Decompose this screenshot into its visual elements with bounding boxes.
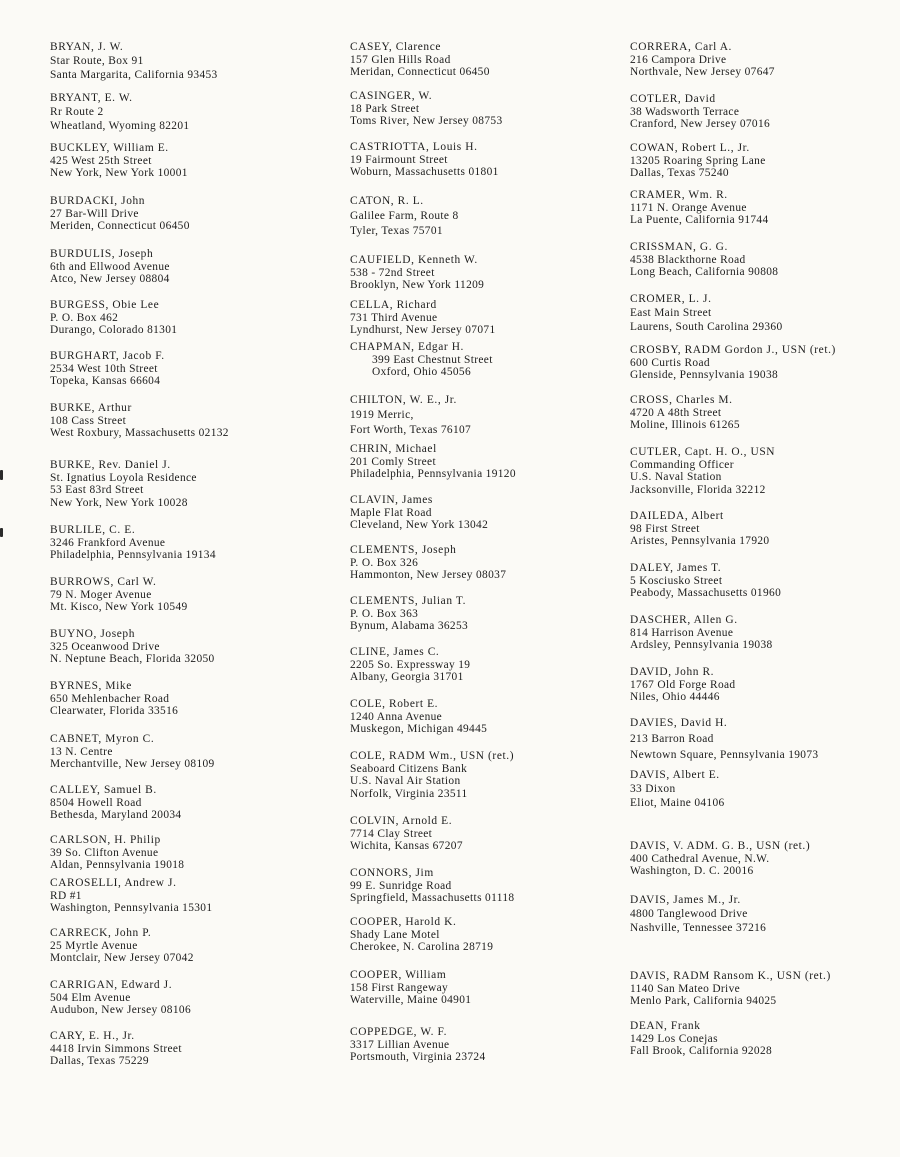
entry-address-line: Fort Worth, Texas 76107	[350, 424, 472, 436]
entry-name: CROSS, Charles M.	[630, 394, 733, 406]
entry-address-line: 400 Cathedral Avenue, N.W.	[630, 852, 770, 865]
entry-address-line: Dallas, Texas 75229	[50, 1055, 149, 1068]
entry-name: CELLA, Richard	[350, 299, 437, 311]
entry-name: BURLILE, C. E.	[50, 524, 136, 536]
entry-address-line: N. Neptune Beach, Florida 32050	[50, 653, 215, 666]
page-edge-mark	[0, 528, 3, 537]
entry-address-line: 1429 Los Conejas	[630, 1032, 718, 1045]
directory-entry	[350, 443, 640, 481]
directory-entry	[350, 393, 640, 438]
entry-address-line: Brooklyn, New York 11209	[350, 279, 485, 292]
entry-name: CROSBY, RADM Gordon J., USN (ret.)	[630, 344, 836, 356]
entry-name: COLE, RADM Wm., USN (ret.)	[350, 750, 515, 762]
entry-name: DAVIS, James M., Jr.	[630, 894, 741, 906]
entry-address-line: Washington, D. C. 20016	[630, 865, 754, 878]
entry-address-line: West Roxbury, Massachusetts 02132	[50, 427, 229, 440]
entry-address-line: Dallas, Texas 75240	[630, 167, 729, 180]
directory-entry	[630, 189, 900, 227]
directory-entry	[630, 394, 900, 432]
entry-name: CARRIGAN, Edward J.	[50, 979, 173, 991]
entry-address-line: 1171 N. Orange Avenue	[630, 201, 747, 214]
directory-entry	[630, 562, 900, 600]
directory-entry	[350, 41, 640, 79]
entry-name: CROMER, L. J.	[630, 293, 712, 305]
directory-entry	[350, 90, 640, 128]
entry-name: BRYAN, J. W.	[50, 41, 124, 53]
entry-address-line: Bethesda, Maryland 20034	[50, 809, 182, 822]
entry-name: COOPER, Harold K.	[350, 916, 457, 928]
entry-address-line: Wheatland, Wyoming 82201	[50, 120, 190, 132]
entry-address-line: Fall Brook, California 92028	[630, 1045, 773, 1058]
entry-name: DALEY, James T.	[630, 562, 722, 574]
entry-address-line: Clearwater, Florida 33516	[50, 705, 179, 718]
entry-name: COPPEDGE, W. F.	[350, 1026, 448, 1038]
entry-address-line: Aristes, Pennsylvania 17920	[630, 535, 770, 548]
entry-address-line: Lyndhurst, New Jersey 07071	[350, 324, 496, 337]
directory-entry	[50, 40, 340, 82]
entry-name: CARY, E. H., Jr.	[50, 1030, 135, 1042]
entry-address-line: 650 Mehlenbacher Road	[50, 692, 170, 705]
entry-address-line: 1140 San Mateo Drive	[630, 982, 741, 995]
entry-address-line: Audubon, New Jersey 08106	[50, 1004, 191, 1017]
entry-address-line: Springfield, Massachusetts 01118	[350, 892, 515, 905]
entry-address-line: Moline, Illinois 61265	[630, 419, 740, 432]
entry-name: DAVIS, V. ADM. G. B., USN (ret.)	[630, 840, 811, 852]
directory-entry	[630, 446, 900, 496]
directory-entry	[350, 341, 640, 379]
directory-entry	[50, 524, 340, 562]
entry-name: CASTRIOTTA, Louis H.	[350, 141, 478, 153]
entry-name: DAVIS, RADM Ransom K., USN (ret.)	[630, 970, 831, 982]
entry-name: COWAN, Robert L., Jr.	[630, 142, 750, 154]
entry-address-line: Philadelphia, Pennsylvania 19134	[50, 549, 216, 562]
page-edge-mark	[0, 470, 3, 480]
entry-name: COTLER, David	[630, 93, 716, 105]
entry-name: CRAMER, Wm. R.	[630, 189, 728, 201]
entry-name: COOPER, William	[350, 969, 447, 981]
directory-entry	[630, 715, 900, 763]
entry-address-line: Seaboard Citizens Bank	[350, 762, 468, 775]
directory-entry	[630, 840, 900, 878]
entry-name: COLVIN, Arnold E.	[350, 815, 453, 827]
entry-address-line: Ardsley, Pennsylvania 19038	[630, 639, 773, 652]
entry-address-line: 6th and Ellwood Avenue	[50, 260, 170, 273]
directory-entry	[350, 646, 640, 684]
directory-entry	[630, 1020, 900, 1058]
entry-address-line: 19 Fairmount Street	[350, 153, 448, 166]
entry-name: BUCKLEY, William E.	[50, 142, 169, 154]
entry-address-line: Albany, Georgia 31701	[350, 671, 464, 684]
entry-name: CASEY, Clarence	[350, 41, 442, 53]
entry-address-line: 39 So. Clifton Avenue	[50, 846, 159, 859]
entry-address-line: La Puente, California 91744	[630, 214, 769, 227]
entry-address-line: 98 First Street	[630, 522, 700, 535]
entry-address-line: Cherokee, N. Carolina 28719	[350, 941, 494, 954]
entry-address-line: Merchantville, New Jersey 08109	[50, 758, 215, 771]
entry-address-line: Menlo Park, California 94025	[630, 995, 777, 1008]
entry-address-line: 538 - 72nd Street	[350, 266, 435, 279]
entry-address-line: Star Route, Box 91	[50, 55, 144, 67]
directory-entry	[50, 91, 340, 133]
entry-address-line: Durango, Colorado 81301	[50, 324, 178, 337]
entry-address-line: Cleveland, New York 13042	[350, 519, 489, 532]
entry-address-line: Shady Lane Motel	[350, 928, 440, 941]
entry-address-line: 2205 So. Expressway 19	[350, 658, 471, 671]
entry-address-line: Washington, Pennsylvania 15301	[50, 902, 213, 915]
entry-address-line: 4720 A 48th Street	[630, 406, 722, 419]
directory-entry	[630, 142, 900, 180]
entry-name: DAVIES, David H.	[630, 717, 728, 729]
entry-name: DAILEDA, Albert	[630, 510, 724, 522]
entry-name: CARLSON, H. Philip	[50, 834, 161, 846]
directory-entry	[350, 916, 640, 954]
entry-address-line: Norfolk, Virginia 23511	[350, 787, 468, 800]
entry-address-line: RD #1	[50, 889, 82, 902]
entry-address-line: 25 Myrtle Avenue	[50, 939, 138, 952]
directory-entry	[50, 142, 340, 180]
entry-name: CRISSMAN, G. G.	[630, 241, 728, 253]
entry-address-line: Hammonton, New Jersey 08037	[350, 569, 507, 582]
entry-address-line: 731 Third Avenue	[350, 311, 438, 324]
directory-entry	[350, 141, 640, 179]
entry-address-line: Bynum, Alabama 36253	[350, 620, 469, 633]
entry-name: CHRIN, Michael	[350, 443, 437, 455]
entry-address-line: 157 Glen Hills Road	[350, 53, 451, 66]
directory-entry	[50, 628, 340, 666]
directory-entry	[350, 299, 640, 337]
entry-name: CLINE, James C.	[350, 646, 440, 658]
directory-entry	[50, 459, 340, 509]
entry-address-line: Nashville, Tennessee 37216	[630, 922, 767, 934]
directory-entry	[350, 750, 640, 800]
entry-name: CASINGER, W.	[350, 90, 433, 102]
entry-name: DAVID, John R.	[630, 666, 715, 678]
entry-name: DAVIS, Albert E.	[630, 769, 720, 781]
entry-address-line: 79 N. Moger Avenue	[50, 588, 152, 601]
entry-name: BURROWS, Carl W.	[50, 576, 157, 588]
entry-address-line: Niles, Ohio 44446	[630, 691, 720, 704]
directory-entry	[50, 248, 340, 286]
entry-name: BURDACKI, John	[50, 195, 146, 207]
entry-address-line: 108 Cass Street	[50, 414, 127, 427]
entry-address-line: Commanding Officer	[630, 458, 734, 471]
entry-address-line: 1767 Old Forge Road	[630, 678, 736, 691]
entry-address-line: 5 Kosciusko Street	[630, 574, 723, 587]
entry-address-line: Jacksonville, Florida 32212	[630, 483, 766, 496]
entry-name: BURKE, Rev. Daniel J.	[50, 459, 171, 471]
entry-address-line: 1240 Anna Avenue	[350, 710, 443, 723]
directory-entry	[350, 595, 640, 633]
entry-address-line: Mt. Kisco, New York 10549	[50, 601, 188, 614]
entry-address-line: Meridan, Connecticut 06450	[350, 66, 490, 79]
entry-name: BURGESS, Obie Lee	[50, 299, 160, 311]
entry-address-line: 53 East 83rd Street	[50, 484, 144, 497]
directory-entry	[630, 510, 900, 548]
entry-address-line: 8504 Howell Road	[50, 796, 142, 809]
directory-entry	[50, 680, 340, 718]
entry-address-line: Philadelphia, Pennsylvania 19120	[350, 468, 516, 481]
directory-entry	[50, 784, 340, 822]
directory-entry	[350, 698, 640, 736]
entry-address-line: 600 Curtis Road	[630, 356, 710, 369]
entry-address-line: 158 First Rangeway	[350, 981, 449, 994]
directory-entry	[50, 834, 340, 872]
directory-entry	[630, 893, 900, 935]
entry-address-line: 3317 Lillian Avenue	[350, 1038, 450, 1051]
directory-entry	[50, 576, 340, 614]
entry-name: CHAPMAN, Edgar H.	[350, 341, 464, 353]
entry-name: CATON, R. L.	[350, 195, 424, 207]
entry-address-line: U.S. Naval Station	[630, 471, 722, 484]
entry-name: CLEMENTS, Joseph	[350, 544, 457, 556]
entry-address-line: 7714 Clay Street	[350, 827, 433, 840]
entry-address-line: Wichita, Kansas 67207	[350, 840, 463, 853]
entry-address-line: Atco, New Jersey 08804	[50, 273, 170, 286]
entry-address-line: U.S. Naval Air Station	[350, 775, 461, 788]
entry-address-line: Laurens, South Carolina 29360	[630, 321, 783, 333]
entry-address-line: P. O. Box 462	[50, 311, 119, 324]
directory-entry	[630, 970, 900, 1008]
directory-entry	[350, 254, 640, 292]
entry-address-line: Eliot, Maine 04106	[630, 797, 725, 809]
entry-name: CORRERA, Carl A.	[630, 41, 732, 53]
entry-address-line: 4800 Tanglewood Drive	[630, 908, 748, 920]
entry-name: CABNET, Myron C.	[50, 733, 155, 745]
directory-entry	[350, 494, 640, 532]
directory-entry	[630, 344, 900, 382]
entry-address-line: 1919 Merric,	[350, 409, 414, 421]
entry-name: CALLEY, Samuel B.	[50, 784, 157, 796]
directory-entry	[630, 41, 900, 79]
entry-address-line: 33 Dixon	[630, 783, 676, 795]
entry-address-line: Newtown Square, Pennsylvania 19073	[630, 749, 819, 761]
entry-name: DEAN, Frank	[630, 1020, 701, 1032]
entry-address-line: Waterville, Maine 04901	[350, 994, 472, 1007]
entry-address-line: 399 East Chestnut Street	[372, 353, 493, 366]
entry-address-line: 504 Elm Avenue	[50, 991, 131, 1004]
entry-address-line: Peabody, Massachusetts 01960	[630, 587, 782, 600]
directory-entry	[350, 544, 640, 582]
entry-address-line: 27 Bar-Will Drive	[50, 207, 139, 220]
directory-entry	[630, 241, 900, 279]
directory-entry	[630, 93, 900, 131]
entry-address-line: Muskegon, Michigan 49445	[350, 723, 488, 736]
entry-name: BURDULIS, Joseph	[50, 248, 154, 260]
entry-address-line: St. Ignatius Loyola Residence	[50, 471, 197, 484]
entry-address-line: Tyler, Texas 75701	[350, 225, 443, 237]
entry-address-line: P. O. Box 326	[350, 556, 419, 569]
entry-address-line: Meriden, Connecticut 06450	[50, 220, 190, 233]
entry-address-line: Montclair, New Jersey 07042	[50, 952, 194, 965]
entry-address-line: 213 Barron Road	[630, 733, 714, 745]
entry-address-line: 18 Park Street	[350, 102, 420, 115]
entry-name: CHILTON, W. E., Jr.	[350, 394, 457, 406]
entry-address-line: Toms River, New Jersey 08753	[350, 115, 503, 128]
entry-address-line: New York, New York 10028	[50, 496, 188, 509]
entry-address-line: Topeka, Kansas 66604	[50, 375, 161, 388]
directory-entry	[350, 1026, 640, 1064]
directory-entry	[50, 402, 340, 440]
entry-name: BRYANT, E. W.	[50, 92, 133, 104]
directory-entry	[350, 194, 640, 239]
entry-address-line: Northvale, New Jersey 07647	[630, 66, 775, 79]
directory-entry	[50, 927, 340, 965]
directory-entry	[50, 1030, 340, 1068]
entry-address-line: Oxford, Ohio 45056	[372, 366, 471, 379]
entry-address-line: Aldan, Pennsylvania 19018	[50, 859, 185, 872]
directory-entry	[350, 867, 640, 905]
entry-name: CUTLER, Capt. H. O., USN	[630, 446, 776, 458]
directory-entry	[50, 733, 340, 771]
directory-entry	[50, 877, 340, 915]
entry-name: BURGHART, Jacob F.	[50, 350, 165, 362]
entry-address-line: New York, New York 10001	[50, 167, 188, 180]
entry-address-line: Woburn, Massachusetts 01801	[350, 166, 499, 179]
entry-address-line: 13 N. Centre	[50, 745, 113, 758]
directory-entry	[50, 350, 340, 388]
directory-entry	[630, 614, 900, 652]
entry-name: CAROSELLI, Andrew J.	[50, 877, 177, 889]
entry-address-line: 99 E. Sunridge Road	[350, 879, 452, 892]
entry-address-line: Cranford, New Jersey 07016	[630, 118, 771, 131]
directory-entry	[50, 195, 340, 233]
entry-name: CLEMENTS, Julian T.	[350, 595, 467, 607]
entry-address-line: 4538 Blackthorne Road	[630, 253, 746, 266]
entry-address-line: Galilee Farm, Route 8	[350, 210, 459, 222]
entry-address-line: 814 Harrison Avenue	[630, 626, 734, 639]
entry-name: BUYNO, Joseph	[50, 628, 136, 640]
entry-name: COLE, Robert E.	[350, 698, 439, 710]
entry-name: CARRECK, John P.	[50, 927, 152, 939]
entry-address-line: 3246 Frankford Avenue	[50, 536, 166, 549]
entry-name: BYRNES, Mike	[50, 680, 132, 692]
directory-entry	[630, 292, 900, 334]
entry-address-line: Glenside, Pennsylvania 19038	[630, 369, 779, 382]
directory-entry	[50, 979, 340, 1017]
directory-entry	[630, 666, 900, 704]
entry-address-line: 13205 Roaring Spring Lane	[630, 154, 766, 167]
entry-name: CAUFIELD, Kenneth W.	[350, 254, 478, 266]
directory-entry	[350, 815, 640, 853]
entry-address-line: 325 Oceanwood Drive	[50, 640, 160, 653]
entry-address-line: 425 West 25th Street	[50, 154, 152, 167]
entry-address-line: Long Beach, California 90808	[630, 266, 779, 279]
entry-name: DASCHER, Allen G.	[630, 614, 738, 626]
entry-address-line: 2534 West 10th Street	[50, 362, 158, 375]
entry-address-line: Maple Flat Road	[350, 506, 432, 519]
entry-address-line: Santa Margarita, California 93453	[50, 69, 218, 81]
entry-name: BURKE, Arthur	[50, 402, 132, 414]
directory-entry	[350, 969, 640, 1007]
entry-address-line: East Main Street	[630, 307, 712, 319]
directory-entry	[630, 768, 900, 810]
entry-address-line: P. O. Box 363	[350, 607, 419, 620]
entry-address-line: 38 Wadsworth Terrace	[630, 105, 740, 118]
entry-address-line: Portsmouth, Virginia 23724	[350, 1051, 486, 1064]
entry-name: CLAVIN, James	[350, 494, 433, 506]
entry-address-line: 4418 Irvin Simmons Street	[50, 1042, 182, 1055]
directory-entry	[50, 299, 340, 337]
entry-address-line: 201 Comly Street	[350, 455, 436, 468]
entry-address-line: 216 Campora Drive	[630, 53, 727, 66]
entry-name: CONNORS, Jim	[350, 867, 434, 879]
entry-address-line: Rr Route 2	[50, 106, 104, 118]
